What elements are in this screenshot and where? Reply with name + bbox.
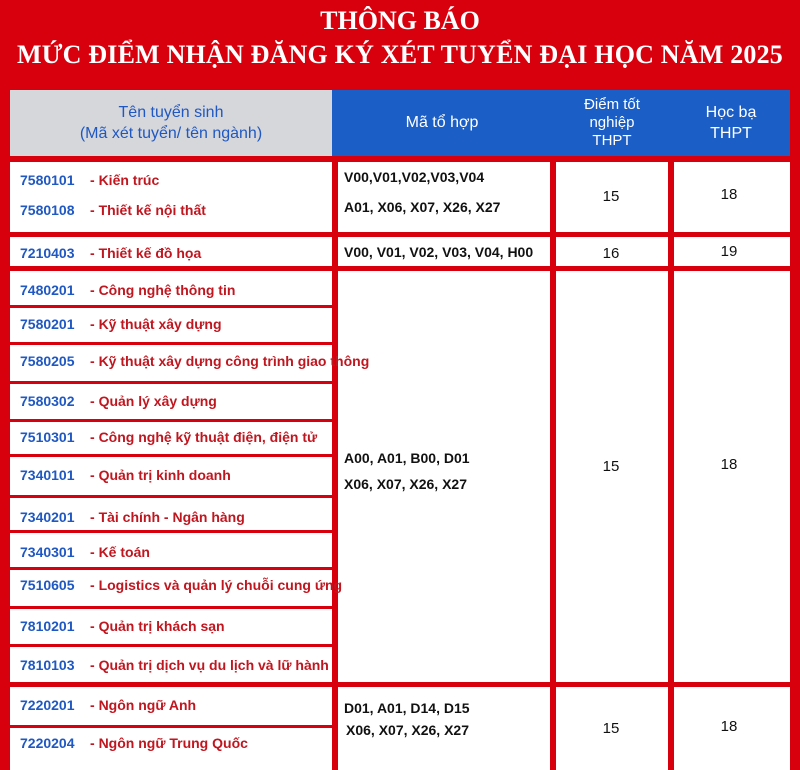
header-thpt-line3: THPT xyxy=(592,132,632,149)
separator: - xyxy=(90,735,95,751)
major-code: 7580201 xyxy=(20,316,75,332)
combination-line: V00, V01, V02, V03, V04, H00 xyxy=(344,244,534,260)
major-name: Quản trị khách sạn xyxy=(98,618,225,634)
separator: - xyxy=(90,577,95,593)
transcript-score: 18 xyxy=(720,456,738,473)
row-divider xyxy=(10,606,332,609)
combination-line: V00,V01,V02,V03,V04 xyxy=(344,169,485,185)
major-code: 7580101 xyxy=(20,172,75,188)
major-code: 7340101 xyxy=(20,467,75,483)
row-divider xyxy=(10,419,332,422)
major-code: 7510301 xyxy=(20,429,75,445)
major-code: 7580302 xyxy=(20,393,75,409)
header-hocba-line1: Học bạ xyxy=(705,104,757,121)
notice-heading: THÔNG BÁO xyxy=(320,6,480,35)
combination-cell xyxy=(344,237,533,267)
combination-cell xyxy=(344,697,470,741)
major-name: Công nghệ kỹ thuật điện, điện tử xyxy=(98,429,318,445)
major-row xyxy=(20,509,245,525)
row-divider xyxy=(10,644,332,647)
major-row xyxy=(20,577,342,593)
major-name: Công nghệ thông tin xyxy=(98,282,236,298)
admission-table xyxy=(10,90,790,770)
major-code: 7480201 xyxy=(20,282,75,298)
row-divider xyxy=(10,495,332,498)
row-divider xyxy=(10,530,332,533)
major-row xyxy=(20,202,206,218)
major-row xyxy=(20,282,235,298)
major-code: 7340201 xyxy=(20,509,75,525)
major-code: 7810103 xyxy=(20,657,75,673)
major-row xyxy=(20,735,248,751)
separator: - xyxy=(90,245,95,261)
major-code: 7220201 xyxy=(20,697,75,713)
thpt-score: 15 xyxy=(602,188,620,205)
major-row xyxy=(20,618,225,634)
combination-cell xyxy=(344,445,470,497)
row-divider xyxy=(10,725,332,728)
separator: - xyxy=(90,353,95,369)
major-name: Kiến trúc xyxy=(98,172,160,188)
major-row xyxy=(20,429,317,445)
separator: - xyxy=(90,509,95,525)
combination-line: A01, X06, X07, X26, X27 xyxy=(344,199,501,215)
major-row xyxy=(20,393,217,409)
major-row xyxy=(20,353,369,369)
combination-cell xyxy=(344,162,500,222)
separator: - xyxy=(90,393,95,409)
row-divider xyxy=(10,342,332,345)
header-program-name-line1: Tên tuyển sinh xyxy=(118,104,224,121)
major-name: Kỹ thuật xây dựng công trình giao thông xyxy=(98,353,370,369)
header-program-name xyxy=(10,90,332,156)
combination-line: D01, A01, D14, D15 xyxy=(344,700,470,716)
separator: - xyxy=(90,657,95,673)
major-code: 7580205 xyxy=(20,353,75,369)
thpt-score: 16 xyxy=(602,245,620,262)
major-row xyxy=(20,544,150,560)
major-name: Logistics và quản lý chuỗi cung ứng xyxy=(98,577,343,593)
thpt-score: 15 xyxy=(602,720,620,737)
major-name: Ngôn ngữ Anh xyxy=(98,697,197,713)
separator: - xyxy=(90,544,95,560)
separator: - xyxy=(90,618,95,634)
separator: - xyxy=(90,316,95,332)
header-program-name-line2: (Mã xét tuyển/ tên ngành) xyxy=(79,125,263,142)
separator: - xyxy=(90,172,95,188)
header-combination: Mã tổ hợp xyxy=(332,90,552,156)
major-name: Quản lý xây dựng xyxy=(98,393,217,409)
combination-line: A00, A01, B00, D01 xyxy=(344,450,470,466)
major-row xyxy=(20,697,196,713)
group-divider xyxy=(10,682,790,687)
page-title: MỨC ĐIỂM NHẬN ĐĂNG KÝ XÉT TUYỂN ĐẠI HỌC NĂM 2025 xyxy=(16,40,783,69)
separator: - xyxy=(90,282,95,298)
major-code: 7580108 xyxy=(20,202,75,218)
separator: - xyxy=(90,467,95,483)
header-thpt-line1: Điểm tốt xyxy=(584,96,640,113)
transcript-score: 18 xyxy=(720,718,738,735)
major-row xyxy=(20,467,231,483)
major-code: 7510605 xyxy=(20,577,75,593)
row-divider xyxy=(10,381,332,384)
major-code: 7810201 xyxy=(20,618,75,634)
major-row xyxy=(20,172,159,188)
row-divider xyxy=(10,567,332,570)
row-divider xyxy=(10,454,332,457)
transcript-score: 19 xyxy=(720,243,738,260)
major-code: 7210403 xyxy=(20,245,75,261)
thpt-score: 15 xyxy=(602,458,620,475)
combination-line: X06, X07, X26, X27 xyxy=(344,476,467,492)
header-thpt-line2: nghiệp xyxy=(589,114,635,131)
major-row xyxy=(20,245,201,261)
header-hocba-line2: THPT xyxy=(710,125,752,142)
separator: - xyxy=(90,697,95,713)
major-name: Quản trị kinh doanh xyxy=(98,467,231,483)
major-row xyxy=(20,316,222,332)
header-transcript-score xyxy=(672,90,790,156)
combination-line: X06, X07, X26, X27 xyxy=(346,722,469,738)
column-divider xyxy=(332,156,338,770)
separator: - xyxy=(90,202,95,218)
header-thpt-score xyxy=(552,90,672,156)
major-code: 7340301 xyxy=(20,544,75,560)
major-name: Tài chính - Ngân hàng xyxy=(98,509,245,525)
major-name: Quản trị dịch vụ du lịch và lữ hành xyxy=(98,657,329,673)
transcript-score: 18 xyxy=(720,186,738,203)
major-name: Thiết kế nội thất xyxy=(98,202,206,218)
major-name: Kế toán xyxy=(98,544,150,560)
separator: - xyxy=(90,429,95,445)
major-name: Kỹ thuật xây dựng xyxy=(98,316,222,332)
major-code: 7220204 xyxy=(20,735,75,751)
row-divider xyxy=(10,305,332,308)
major-row xyxy=(20,657,329,673)
major-name: Ngôn ngữ Trung Quốc xyxy=(98,735,248,751)
major-name: Thiết kế đồ họa xyxy=(98,245,202,261)
